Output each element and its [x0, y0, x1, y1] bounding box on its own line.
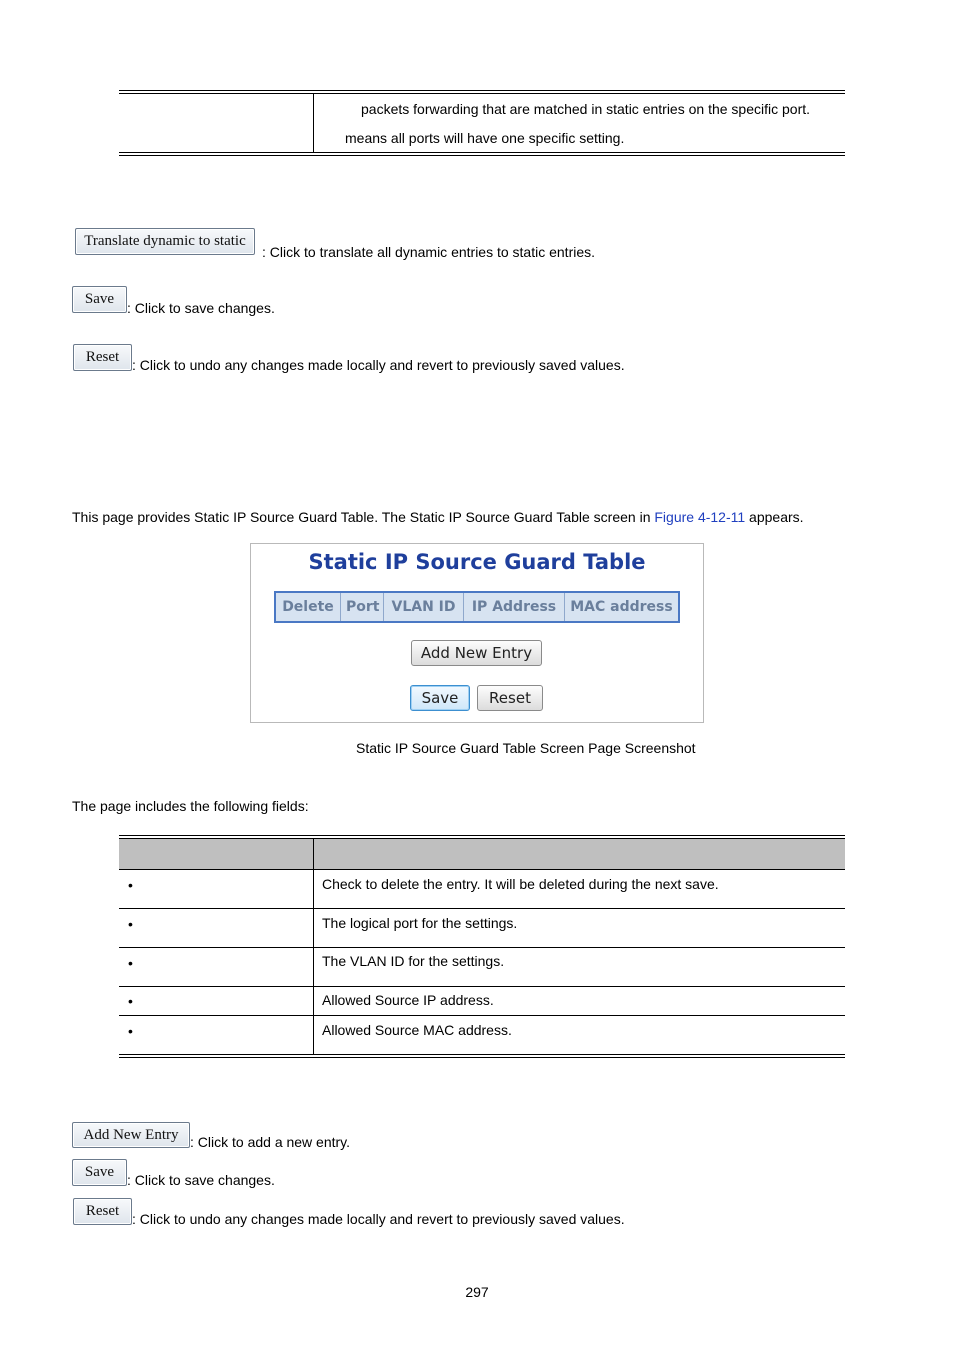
save-button[interactable]: Save [410, 685, 470, 711]
column-header-delete: Delete [282, 599, 334, 615]
fields-table-top-rule [119, 835, 845, 836]
page-number: 297 [465, 1284, 489, 1300]
field-description: Allowed Source IP address. [322, 992, 494, 1008]
intro-paragraph [72, 509, 804, 525]
fields-table-bottom-rule [119, 1054, 845, 1055]
fields-table-row-line [119, 986, 845, 987]
button-description: : Click to undo any changes made locally and revert to previously saved values. [132, 1211, 625, 1227]
table-bottom-rule-2 [119, 155, 845, 156]
save-button[interactable]: Save [72, 1159, 127, 1186]
row-bullet: • [128, 916, 133, 932]
table-column-divider [313, 94, 314, 153]
screenshot-title: Static IP Source Guard Table [308, 550, 646, 574]
field-description: The VLAN ID for the settings. [322, 953, 505, 969]
button-description: : Click to translate all dynamic entries to static entries. [262, 244, 596, 260]
fields-table-row-line [119, 869, 845, 870]
column-header-port: Port [340, 593, 383, 621]
translate-dynamic-to-static-button[interactable]: Translate dynamic to static [75, 228, 255, 255]
column-header-mac-address: MAC address [564, 593, 678, 621]
table-cell-text: means all ports will have one specific setting. [345, 130, 625, 146]
fields-table-bottom-rule-2 [119, 1057, 845, 1058]
fields-intro: The page includes the following fields: [72, 798, 309, 814]
button-description: : Click to add a new entry. [190, 1134, 351, 1150]
field-description: Allowed Source MAC address. [322, 1022, 512, 1038]
reset-button[interactable]: Reset [73, 344, 132, 371]
table-cell-text: packets forwarding that are matched in static entries on the specific port. [361, 101, 811, 117]
table-top-rule-2 [119, 93, 845, 94]
fields-table-header [119, 839, 845, 869]
column-header-ip-address: IP Address [463, 593, 564, 621]
intro-text: This page provides Static IP Source Guard Table. The Static IP Source Guard Table screen in [72, 509, 655, 525]
fields-table-row-line [119, 1015, 845, 1016]
reset-button[interactable]: Reset [477, 685, 543, 711]
table-bottom-rule [119, 152, 845, 153]
field-description: The logical port for the settings. [322, 915, 518, 931]
column-header-vlan-id: VLAN ID [383, 593, 463, 621]
button-description: : Click to undo any changes made locally and revert to previously saved values. [132, 357, 625, 373]
fields-table-row-line [119, 947, 845, 948]
row-bullet: • [128, 1023, 133, 1039]
add-new-entry-button[interactable]: Add New Entry [72, 1122, 190, 1148]
row-bullet: • [128, 877, 133, 893]
button-description: : Click to save changes. [127, 1172, 275, 1188]
table-top-rule [119, 90, 845, 91]
intro-text-end: appears. [745, 509, 804, 525]
add-new-entry-button[interactable]: Add New Entry [411, 640, 542, 666]
screenshot-table-header [274, 591, 680, 623]
row-bullet: • [128, 993, 133, 1009]
screenshot-panel [250, 543, 704, 723]
save-button[interactable]: Save [72, 286, 127, 313]
figure-caption: Static IP Source Guard Table Screen Page Screenshot [356, 740, 696, 756]
figure-link[interactable]: Figure 4-12-11 [654, 509, 746, 525]
fields-table-row-line [119, 908, 845, 909]
row-bullet: • [128, 955, 133, 971]
button-description: : Click to save changes. [127, 300, 275, 316]
field-description: Check to delete the entry. It will be deleted during the next save. [322, 876, 719, 892]
reset-button[interactable]: Reset [73, 1198, 132, 1225]
